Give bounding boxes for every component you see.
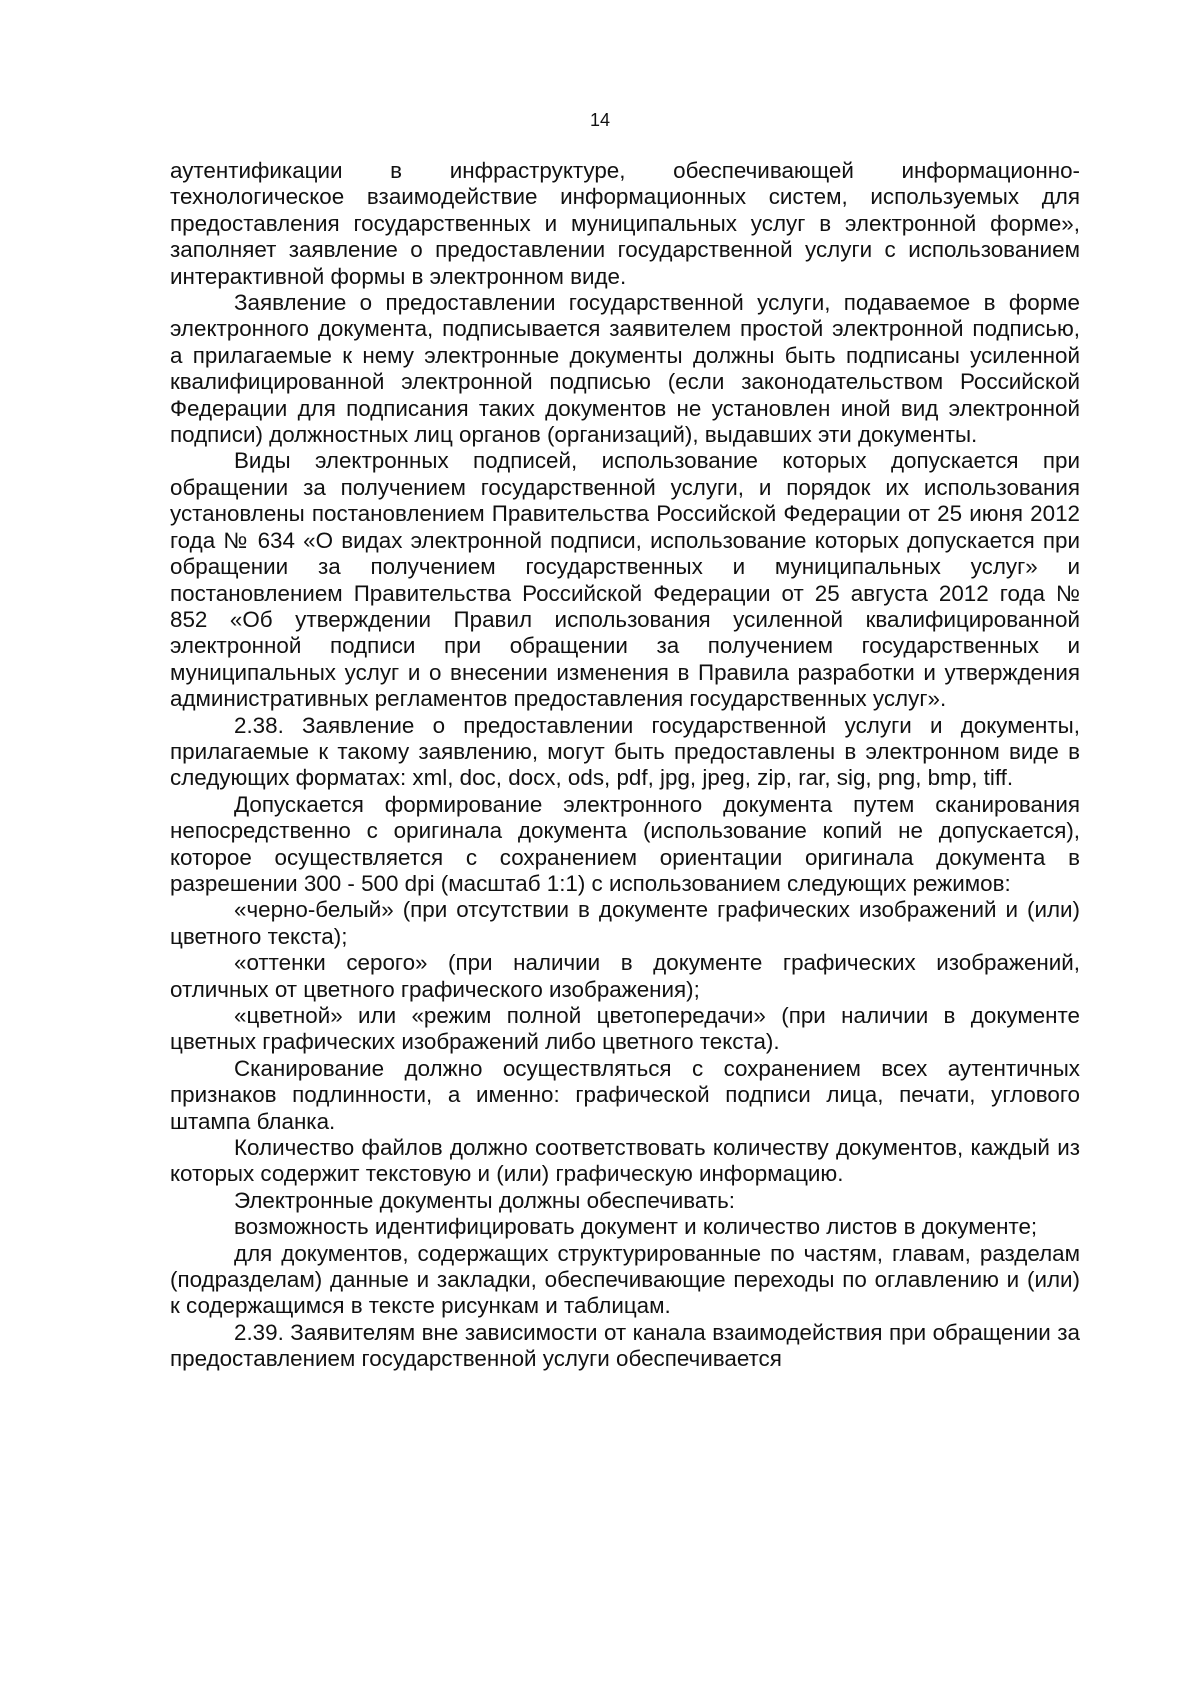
paragraph-2-39: 2.39. Заявителям вне зависимости от канала взаимодействия при обращении за предоставлением государственной услуги обеспечивается: [170, 1319, 1080, 1372]
paragraph-continuation: аутентификации в инфраструктуре, обеспечивающей информационно-технологическое взаимодействие информационных систем, используемых для предоставления государственных и муниципальных услуг в электронной форме», заполняет заявление о предоставлении государственной услуги с использованием интерактивной формы в электронном виде.: [170, 158, 1080, 289]
paragraph-file-count: Количество файлов должно соответствовать количеству документов, каждый из которых содержит текстовую и (или) графическую информацию.: [170, 1135, 1080, 1187]
paragraph-authenticity: Сканирование должно осуществляться с сохранением всех аутентичных признаков подлинности, а именно: графической подписи лица, печати, углового штампа бланка.: [170, 1055, 1080, 1134]
paragraph-mode-color: «цветной» или «режим полной цветопередачи» (при наличии в документе цветных графических изображений либо цветного текста).: [170, 1003, 1080, 1055]
page-number: 14: [589, 110, 611, 130]
paragraph-signature-requirements: Заявление о предоставлении государственной услуги, подаваемое в форме электронного документа, подписывается заявителем простой электронной подписью, а прилагаемые к нему электронные документы должны быть подписаны усиленной квалифицированной электронной подписью (если законодательством Российской Федерации для подписания таких документов не установлен иной вид электронной подписи) должностных лиц органов (организаций), выдавших эти документы.: [170, 290, 1080, 448]
paragraph-scanning-rules: Допускается формирование электронного документа путем сканирования непосредственно с оригинала документа (использование копий не допускается), которое осуществляется с сохранением ориентации оригинала документа в разрешении 300 - 500 dpi (масштаб 1:1) с использованием следующих режимов:: [170, 791, 1080, 896]
paragraph-identify-document: возможность идентифицировать документ и количество листов в документе;: [234, 1214, 1038, 1240]
paragraph-mode-grayscale: «оттенки серого» (при наличии в документе графических изображений, отличных от цветного графического изображения);: [170, 950, 1080, 1002]
paragraph-signature-types: Виды электронных подписей, использование которых допускается при обращении за получением государственной услуги, и порядок их использования установлены постановлением Правительства Российской Федерации от 25 июня 2012 года № 634 «О видах электронной подписи, использование которых допускается при обращении за получением государственных и муниципальных услуг» и постановлением Правительства Российской Федерации от 25 августа 2012 года № 852 «Об утверждении Правил использования усиленной квалифицированной электронной подписи при обращении за получением государственных и муниципальных услуг и о внесении изменения в Правила разработки и утверждения административных регламентов предоставления государственных услуг».: [170, 448, 1080, 712]
paragraph-documents-must: Электронные документы должны обеспечивать:: [234, 1187, 736, 1213]
paragraph-mode-black-white: «черно-белый» (при отсутствии в документе графических изображений и (или) цветного текста);: [170, 897, 1080, 949]
paragraph-2-38-formats: 2.38. Заявление о предоставлении государственной услуги и документы, прилагаемые к такому заявлению, могут быть предоставлены в электронном виде в следующих форматах: xml, doc, docx, ods, pdf, jpg, jpeg, zip, rar, sig, png, bmp, tiff.: [170, 712, 1080, 791]
paragraph-bookmarks: для документов, содержащих структурированные по частям, главам, разделам (подразделам) данные и закладки, обеспечивающие переходы по оглавлению и (или) к содержащимся в тексте рисункам и таблицам.: [170, 1240, 1080, 1319]
document-body: [170, 158, 1080, 1373]
